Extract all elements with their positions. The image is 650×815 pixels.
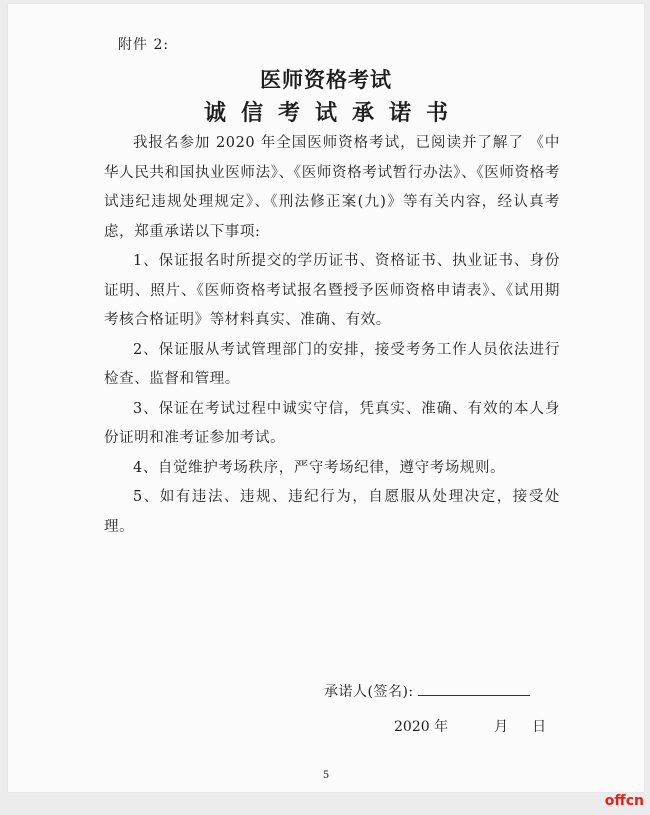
- intro-paragraph: 我报名参加 2020 年全国医师资格考试，已阅读并了解了 《中华人民共和国执业医师法》、《医师资格考试暂行办法》、《医师资格考试违纪违规处理规定》、《刑法修正案(九)》等有关内容，经认真考虑，郑重承诺以下事项:: [104, 135, 560, 240]
- watermark-logo: offcn: [604, 793, 644, 809]
- date-row: [394, 716, 546, 736]
- signature-line: [418, 683, 530, 696]
- attachment-label: 附件 2:: [118, 37, 170, 53]
- pledge-item-5: 5、如有违法、违规、违纪行为，自愿服从处理决定，接受处理。: [104, 489, 560, 535]
- signature-label: 承诺人(签名):: [324, 684, 414, 700]
- document-subtitle: 诚信考试承诺书: [203, 100, 463, 126]
- date-month: 月: [494, 719, 509, 735]
- date-year: 2020 年: [394, 719, 449, 735]
- date-day: 日: [532, 719, 547, 735]
- pledge-item-1: 1、保证报名时所提交的学历证书、资格证书、执业证书、身份证明、照片、《医师资格考试报名暨授予医师资格申请表》、《试用期考核合格证明》等材料真实、准确、有效。: [104, 253, 560, 328]
- pledge-item-3: 3、保证在考试过程中诚实守信，凭真实、准确、有效的本人身份证明和准考证参加考试。: [104, 400, 560, 446]
- page-number: 5: [322, 770, 330, 781]
- pledge-item-2: 2、保证服从考试管理部门的安排，接受考务工作人员依法进行检查、监督和管理。: [104, 341, 560, 387]
- document-page: [8, 4, 644, 792]
- pledge-item-4: 4、自觉维护考场秩序，严守考场纪律，遵守考场规则。: [133, 459, 506, 476]
- document-body: [104, 129, 560, 542]
- document-title: 医师资格考试: [260, 67, 392, 92]
- signature-row: [324, 681, 530, 701]
